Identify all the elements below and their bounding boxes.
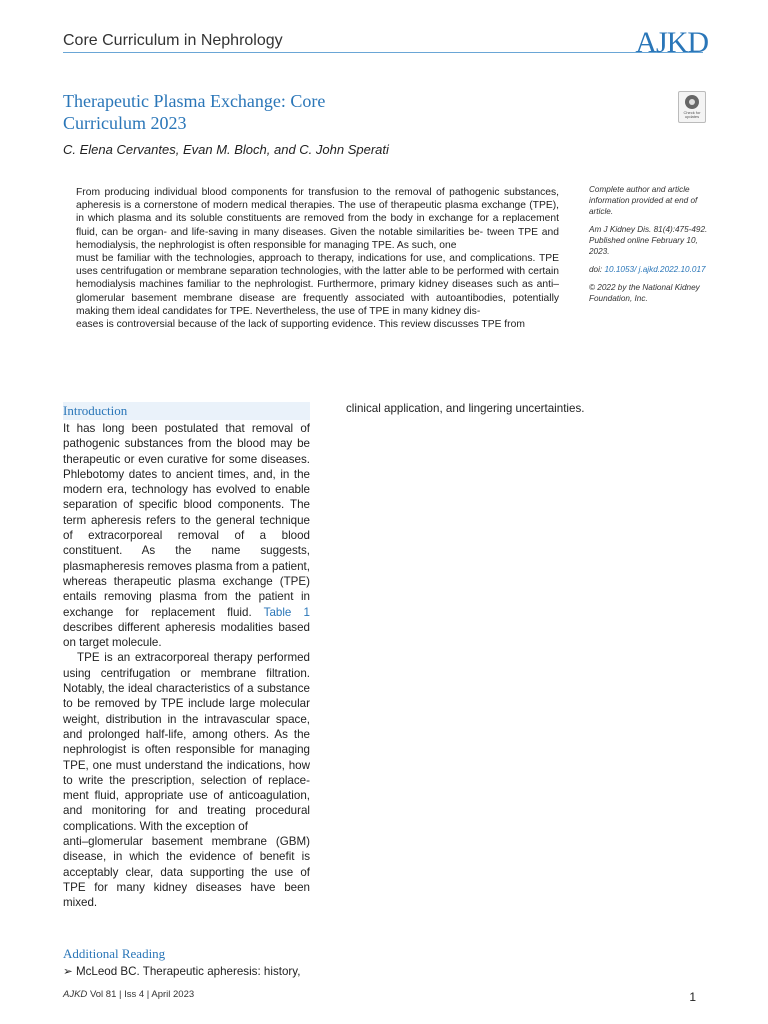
article-title: Therapeutic Plasma Exchange: Core Curriculum 2023 bbox=[63, 91, 326, 133]
author-info-note: Complete author and article information provided at end of article. bbox=[589, 185, 698, 216]
article-info-sidebar bbox=[589, 184, 714, 311]
doi-label: doi: bbox=[589, 265, 603, 274]
intro-text: describes different apheresis modalities based on target molecule. bbox=[63, 620, 310, 650]
abstract-paragraph: From producing individual blood components for transfusion to the removal of pathogenic substances, apheresis is a cornerstone of modern medical therapies. The use of therapeutic plasma exchange (TPE), in which plasma and its soluble constituents are removed from the body in exchange for a replacement fluid, can be organ- and life-saving in many diseases. Given the notable similarities be- tween TPE and hemodialysis, the nephrologist is often responsible for managing TPE. As such, one bbox=[76, 187, 559, 251]
doi-link[interactable]: 10.1053/ j.ajkd.2022.10.017 bbox=[604, 265, 706, 274]
abstract-paragraph: eases is controversial because of the lack of supporting evidence. This review discusses TPE from bbox=[76, 319, 525, 331]
right-column-text: clinical application, and lingering uncertainties. bbox=[346, 402, 585, 415]
reading-citation: McLeod BC. Therapeutic apheresis: history, bbox=[75, 965, 301, 978]
section-heading-introduction bbox=[63, 402, 310, 420]
abstract-paragraph: must be familiar with the technologies, approach to therapy, indications for use, and complications. TPE uses centrifugation or membrane separation technologies, with the latter able to be performed with certain hemodialysis machines familiar to the nephrologist. Furthermore, primary kidney diseases such as anti–glomerular basement membrane disease are frequently associated with autoantibodies, potentially making them ideal candidates for TPE. Nevertheless, the use of TPE in many kidney dis- bbox=[76, 253, 559, 317]
reading-list-item bbox=[63, 964, 300, 978]
footer-journal-name: AJKD bbox=[63, 989, 88, 1000]
citation: Am J Kidney Dis. 81(4):475-492. Published online February 10, 2023. bbox=[589, 225, 708, 256]
author-list: C. Elena Cervantes, Evan M. Bloch, and C. John Sperati bbox=[63, 142, 389, 157]
journal-logo: AJKD bbox=[635, 26, 708, 59]
footer-journal-info bbox=[63, 989, 194, 1000]
header-divider bbox=[63, 52, 703, 53]
check-updates-label: Check for updates bbox=[683, 110, 701, 119]
footer-issue: Vol 81 | Iss 4 | April 2023 bbox=[89, 989, 195, 1000]
running-header: Core Curriculum in Nephrology bbox=[63, 32, 283, 49]
arrow-bullet-icon: ➢ bbox=[63, 965, 73, 978]
abstract bbox=[76, 186, 559, 331]
intro-paragraph bbox=[63, 421, 310, 650]
intro-text: It has long been postulated that removal of pathogenic substances from the blood may be therapeutic or even curative for some diseases. Phlebotomy dates to ancient times, and, in the modern era, technology has evolved to enable separation of specific blood components. The term apheresis refers to the general technique of extracorporeal removal of a blood constituent. As the name suggests, plasmapheresis removes plasma from a patient, whereas therapeutic plasma exchange (TPE) entails removing plasma from the patient in exchange for replacement fluid. bbox=[63, 422, 310, 619]
section-heading-label: Introduction bbox=[63, 403, 128, 418]
intro-paragraph: TPE is an extracorporeal therapy performed using centrifugation or membrane filtration. Notably, the ideal characteristics of a substance to be removed by TPE include large molecular weight, distribution in the intravascular space, and prolonged half-life, among others. As the nephrologist is often responsible for managing TPE, one must understand the indications, how to write the prescription, selection of replace- ment fluid, appropriate use of anticoagulation, and monitoring for and treating procedural complications. With the exception of bbox=[63, 651, 310, 833]
page-number: 1 bbox=[689, 990, 696, 1004]
intro-paragraph: anti–glomerular basement membrane (GBM) disease, in which the evidence of benefit is acceptably clear, data supporting the use of TPE for many kidney diseases have been mixed. bbox=[63, 835, 310, 910]
introduction-body bbox=[63, 421, 310, 911]
check-updates-icon bbox=[685, 95, 699, 109]
doi bbox=[589, 264, 714, 275]
table-1-link[interactable]: Table 1 bbox=[263, 605, 311, 619]
check-for-updates-badge[interactable] bbox=[678, 91, 706, 123]
section-heading-additional-reading: Additional Reading bbox=[63, 946, 166, 961]
copyright: © 2022 by the National Kidney Foundation, Inc. bbox=[589, 283, 700, 303]
